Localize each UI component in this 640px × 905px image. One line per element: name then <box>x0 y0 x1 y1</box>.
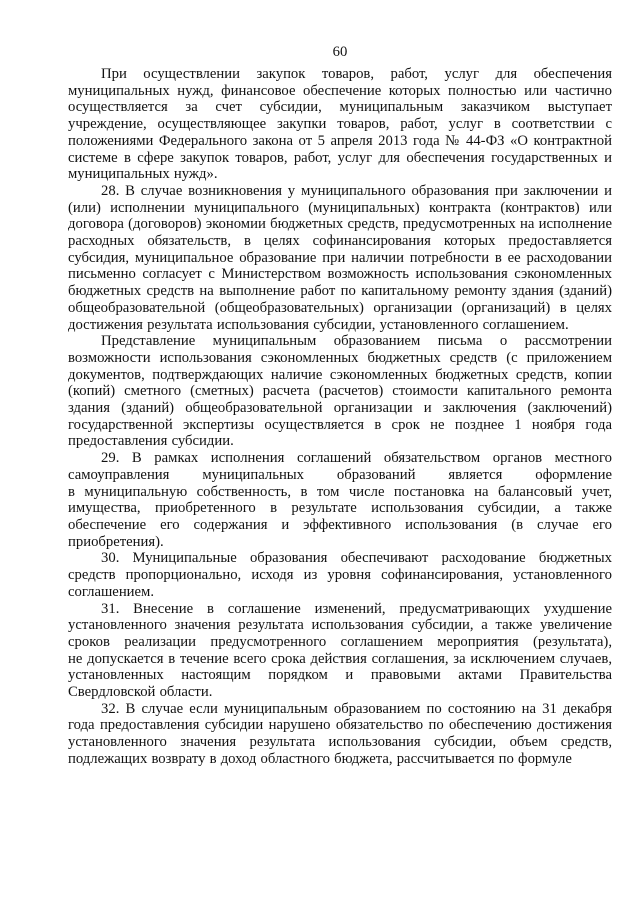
document-body <box>68 66 612 768</box>
page-number: 60 <box>332 44 348 60</box>
paragraph-item-28: 28. В случае возникновения у муниципального образования при заключении и (или) исполнении муниципального (муниципальных) контракта (контрактов) или договора (договоров) экономии бюджетных средств, предусмотренных на исполнение расходных обязательств, в целях софинансирования которых предоставляется субсидия, муниципальное образование при наличии потребности в ее расходовании письменно согласует с Министерством возможность использования сэкономленных бюджетных средств на выполнение работ по капитальному ремонту здания (зданий) общеобразовательной (общеобразовательных) организации (организаций) в целях достижения результата использования субсидии, установленного соглашением. <box>68 182 612 333</box>
paragraph-item-31: 31. Внесение в соглашение изменений, предусматривающих ухудшение установленного значения результата использования субсидии, а также увеличение сроков реализации предусмотренного соглашением мероприятия (результата), не допускается в течение всего срока действия соглашения, за исключением случаев, установленных настоящим порядком и правовыми актами Правительства Свердловской области. <box>68 600 612 701</box>
paragraph-item-32: 32. В случае если муниципальным образованием по состоянию на 31 декабря года предоставления субсидии нарушено обязательство по обеспечению достижения установленного значения результата использования субсидии, объем средств, подлежащих возврату в доход областного бюджета, рассчитывается по формуле <box>68 700 612 767</box>
paragraph-savings-letter: Представление муниципальным образованием письма о рассмотрении возможности использования сэкономленных бюджетных средств (с приложением документов, подтверждающих наличие сэкономленных бюджетных средств, копии (копий) сметного (сметных) расчета (расчетов) стоимости капитального ремонта здания (зданий) общеобразовательной организации и заключения (заключений) государственной экспертизы осуществляется в срок не позднее 1 ноября года предоставления субсидии. <box>68 333 612 450</box>
paragraph-item-29: 29. В рамках исполнения соглашений обязательством органов местного самоуправления муниципальных образований является оформление в муниципальную собственность, в том числе постановка на балансовый учет, имущества, приобретенного в результате использования субсидии, а также обеспечение его содержания и эффективного использования (в случае его приобретения). <box>68 450 612 550</box>
paragraph-procurement-intro: При осуществлении закупок товаров, работ, услуг для обеспечения муниципальных нужд, финансовое обеспечение которых полностью или частично осуществляется за счет субсидии, муниципальным заказчиком выступает учреждение, осуществляющее закупки товаров, работ, услуг в соответствии с положениями Федерального закона от 5 апреля 2013 года № 44-ФЗ «О контрактной системе в сфере закупок товаров, работ, услуг для обеспечения государственных и муниципальных нужд». <box>68 66 612 183</box>
paragraph-item-30: 30. Муниципальные образования обеспечивают расходование бюджетных средств пропорционально, исходя из уровня софинансирования, установленного соглашением. <box>68 550 612 600</box>
